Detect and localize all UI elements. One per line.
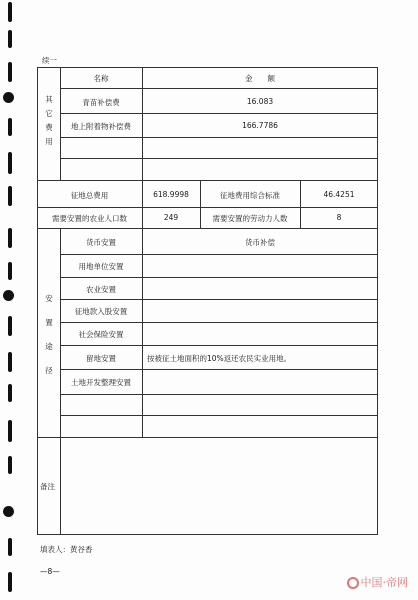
total-cost-value: 618.9998 — [153, 190, 189, 199]
table-gridline — [60, 88, 378, 89]
table-gridline — [60, 345, 378, 346]
cost-row-amount: 166.7786 — [242, 121, 278, 130]
farm-population-label: 需要安置的农业人口数 — [52, 214, 127, 223]
lantern-icon — [347, 577, 359, 589]
form-filler: 填表人：黄谷香 — [40, 545, 93, 554]
binding-mark — [8, 118, 12, 136]
col-header-amount: 金 额 — [245, 74, 275, 83]
table-gridline — [37, 437, 378, 438]
resettlement-row-name: 农业安置 — [86, 285, 116, 294]
col-header-name: 名称 — [93, 74, 109, 83]
binding-mark — [8, 152, 12, 174]
resettlement-section-label: 安置途径 — [45, 294, 53, 375]
table-border — [37, 67, 378, 68]
table-gridline — [60, 415, 378, 416]
resettlement-row-name: 社会保险安置 — [78, 330, 124, 339]
labor-count-value: 8 — [336, 213, 342, 222]
table-gridline — [60, 113, 378, 114]
binding-mark — [8, 538, 12, 556]
table-gridline — [60, 322, 378, 323]
binding-mark — [8, 30, 12, 48]
binding-mark — [8, 62, 12, 82]
table-gridline — [60, 158, 378, 159]
binding-mark — [8, 316, 12, 336]
table-gridline — [60, 394, 378, 395]
other-costs-section-label: 其它费用 — [45, 95, 53, 146]
binding-hole — [3, 290, 14, 301]
binding-mark — [8, 384, 12, 402]
resettlement-row-name: 留地安置 — [86, 354, 116, 363]
table-gridline — [142, 228, 143, 437]
table-gridline — [60, 254, 378, 255]
table-gridline — [60, 299, 378, 300]
cost-row-name: 青苗补偿费 — [82, 98, 120, 107]
labor-count-label: 需要安置的劳动力人数 — [212, 214, 288, 223]
binding-mark — [8, 262, 12, 280]
table-border — [37, 534, 378, 535]
total-cost-label: 征地总费用 — [70, 191, 109, 200]
table-gridline — [37, 207, 378, 208]
resettlement-row-name: 土地开发整理安置 — [71, 378, 131, 387]
binding-mark — [8, 186, 12, 206]
cost-row-name: 地上附着物补偿费 — [71, 122, 131, 131]
resettlement-row-value: 按被征土地面积的10%返还农民实业用地。 — [147, 354, 292, 363]
resettlement-row-name: 货币安置 — [86, 238, 116, 247]
table-gridline — [60, 369, 378, 370]
binding-hole — [3, 506, 14, 517]
binding-mark — [8, 228, 12, 248]
binding-mark — [8, 2, 12, 22]
remarks-label: 备注 — [40, 482, 55, 491]
cost-standard-value: 46.4251 — [323, 190, 355, 199]
table-border — [37, 67, 38, 535]
binding-mark — [8, 420, 12, 442]
binding-mark — [8, 352, 12, 372]
table-gridline — [60, 137, 378, 138]
cost-standard-label: 征地费用综合标准 — [220, 191, 280, 200]
table-gridline — [37, 228, 378, 229]
table-gridline — [37, 180, 378, 181]
binding-hole — [3, 92, 14, 103]
table-gridline — [60, 277, 378, 278]
watermark-text: 中国·帝网 — [360, 576, 408, 589]
cost-row-amount: 16.083 — [246, 97, 274, 106]
resettlement-row-name: 用地单位安置 — [78, 262, 124, 271]
binding-mark — [8, 572, 12, 592]
continued-label: 续一 — [42, 56, 57, 65]
site-watermark — [347, 574, 409, 590]
binding-mark — [8, 456, 12, 474]
resettlement-row-value: 货币补偿 — [245, 238, 275, 247]
resettlement-row-name: 征地款入股安置 — [74, 307, 128, 316]
page-number: —8— — [40, 567, 60, 576]
farm-population-value: 249 — [163, 213, 179, 222]
